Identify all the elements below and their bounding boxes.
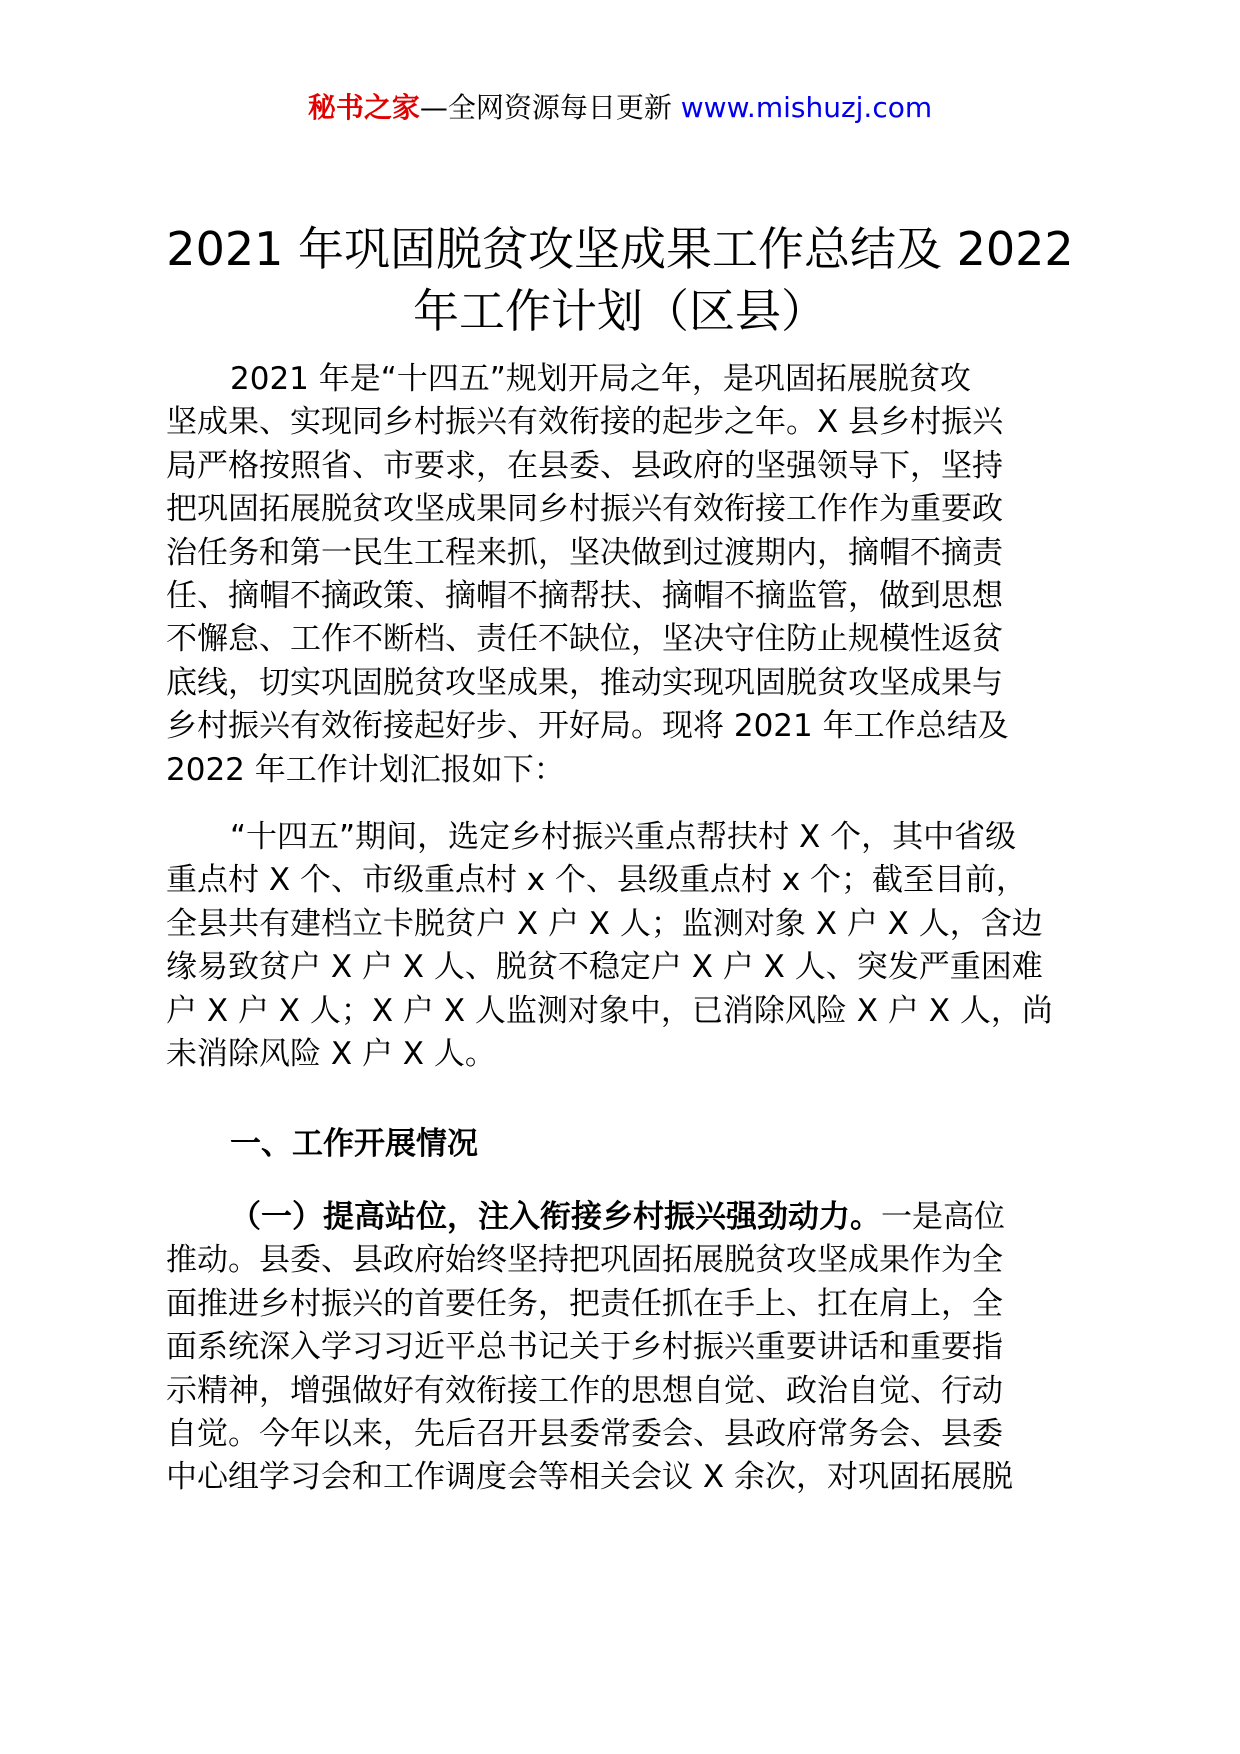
site-brand: 秘书之家: [307, 91, 420, 124]
paragraph-text: 一是高位: [881, 1199, 1005, 1235]
subsection-heading: （一）提高站位，注入衔接乡村振兴强劲动力。: [230, 1199, 881, 1235]
paragraph-line: 乡村振兴有效衔接起好步、开好局。现将 2021 年工作总结及: [166, 708, 1009, 745]
paragraph-line: 重点村 X 个、市级重点村 x 个、县级重点村 x 个；截至目前，: [166, 862, 1028, 899]
paragraph-line: 底线，切实巩固脱贫攻坚成果，推动实现巩固脱贫攻坚成果与: [166, 664, 1003, 701]
paragraph-line: 未消除风险 X 户 X 人。: [166, 1035, 496, 1072]
paragraph-line: 缘易致贫户 X 户 X 人、脱贫不稳定户 X 户 X 人、突发严重困难: [166, 949, 1043, 986]
page-header: [0, 88, 1240, 128]
paragraph-line: 自觉。今年以来，先后召开县委常委会、县政府常务会、县委: [166, 1415, 1003, 1452]
paragraph-line: 面推进乡村振兴的首要任务，把责任抓在手上、扛在肩上，全: [166, 1285, 1003, 1322]
section-one-paragraph: [166, 1196, 1086, 1500]
paragraph-line: 户 X 户 X 人；X 户 X 人监测对象中，已消除风险 X 户 X 人，尚: [166, 992, 1053, 1029]
paragraph-line: 任、摘帽不摘政策、摘帽不摘帮扶、摘帽不摘监管，做到思想: [166, 577, 1003, 614]
paragraph-line: 面系统深入学习习近平总书记关于乡村振兴重要讲话和重要指: [166, 1329, 1003, 1366]
paragraph-line: 坚成果、实现同乡村振兴有效衔接的起步之年。X 县乡村振兴: [166, 404, 1004, 441]
paragraph-line: 治任务和第一民生工程来抓，坚决做到过渡期内，摘帽不摘责: [166, 534, 1003, 571]
paragraph-line: 把巩固拓展脱贫攻坚成果同乡村振兴有效衔接工作作为重要政: [166, 491, 1003, 528]
paragraph-line: 示精神，增强做好有效衔接工作的思想自觉、政治自觉、行动: [166, 1372, 1003, 1409]
site-url-link[interactable]: www.mishuzj.com: [680, 91, 933, 124]
paragraph-line: 2021 年是“十四五”规划开局之年，是巩固拓展脱贫攻: [230, 361, 971, 397]
document-title-line-2: 年工作计划（区县）: [413, 284, 827, 338]
paragraph-line: 中心组学习会和工作调度会等相关会议 X 余次，对巩固拓展脱: [166, 1459, 1013, 1496]
paragraph-line: 2022 年工作计划汇报如下：: [166, 751, 565, 788]
paragraph-line: [166, 1196, 1086, 1239]
paragraph-line: 推动。县委、县政府始终坚持把巩固拓展脱贫攻坚成果作为全: [166, 1242, 1003, 1279]
paragraph-line: “十四五”期间，选定乡村振兴重点帮扶村 X 个，其中省级: [230, 819, 1017, 855]
intro-paragraph: [166, 358, 1086, 792]
paragraph-line: 全县共有建档立卡脱贫户 X 户 X 人；监测对象 X 户 X 人，含边: [166, 905, 1043, 942]
site-tagline: —全网资源每日更新: [419, 91, 681, 124]
paragraph-line: 局严格按照省、市要求，在县委、县政府的坚强领导下，坚持: [166, 447, 1003, 484]
section-heading: 一、工作开展情况: [230, 1126, 478, 1162]
overview-paragraph: [166, 816, 1086, 1076]
document-title: [160, 218, 1080, 342]
paragraph-line: 不懈怠、工作不断档、责任不缺位，坚决守住防止规模性返贫: [166, 621, 1003, 658]
document-title-line-1: 2021 年巩固脱贫攻坚成果工作总结及 2022: [166, 222, 1074, 276]
